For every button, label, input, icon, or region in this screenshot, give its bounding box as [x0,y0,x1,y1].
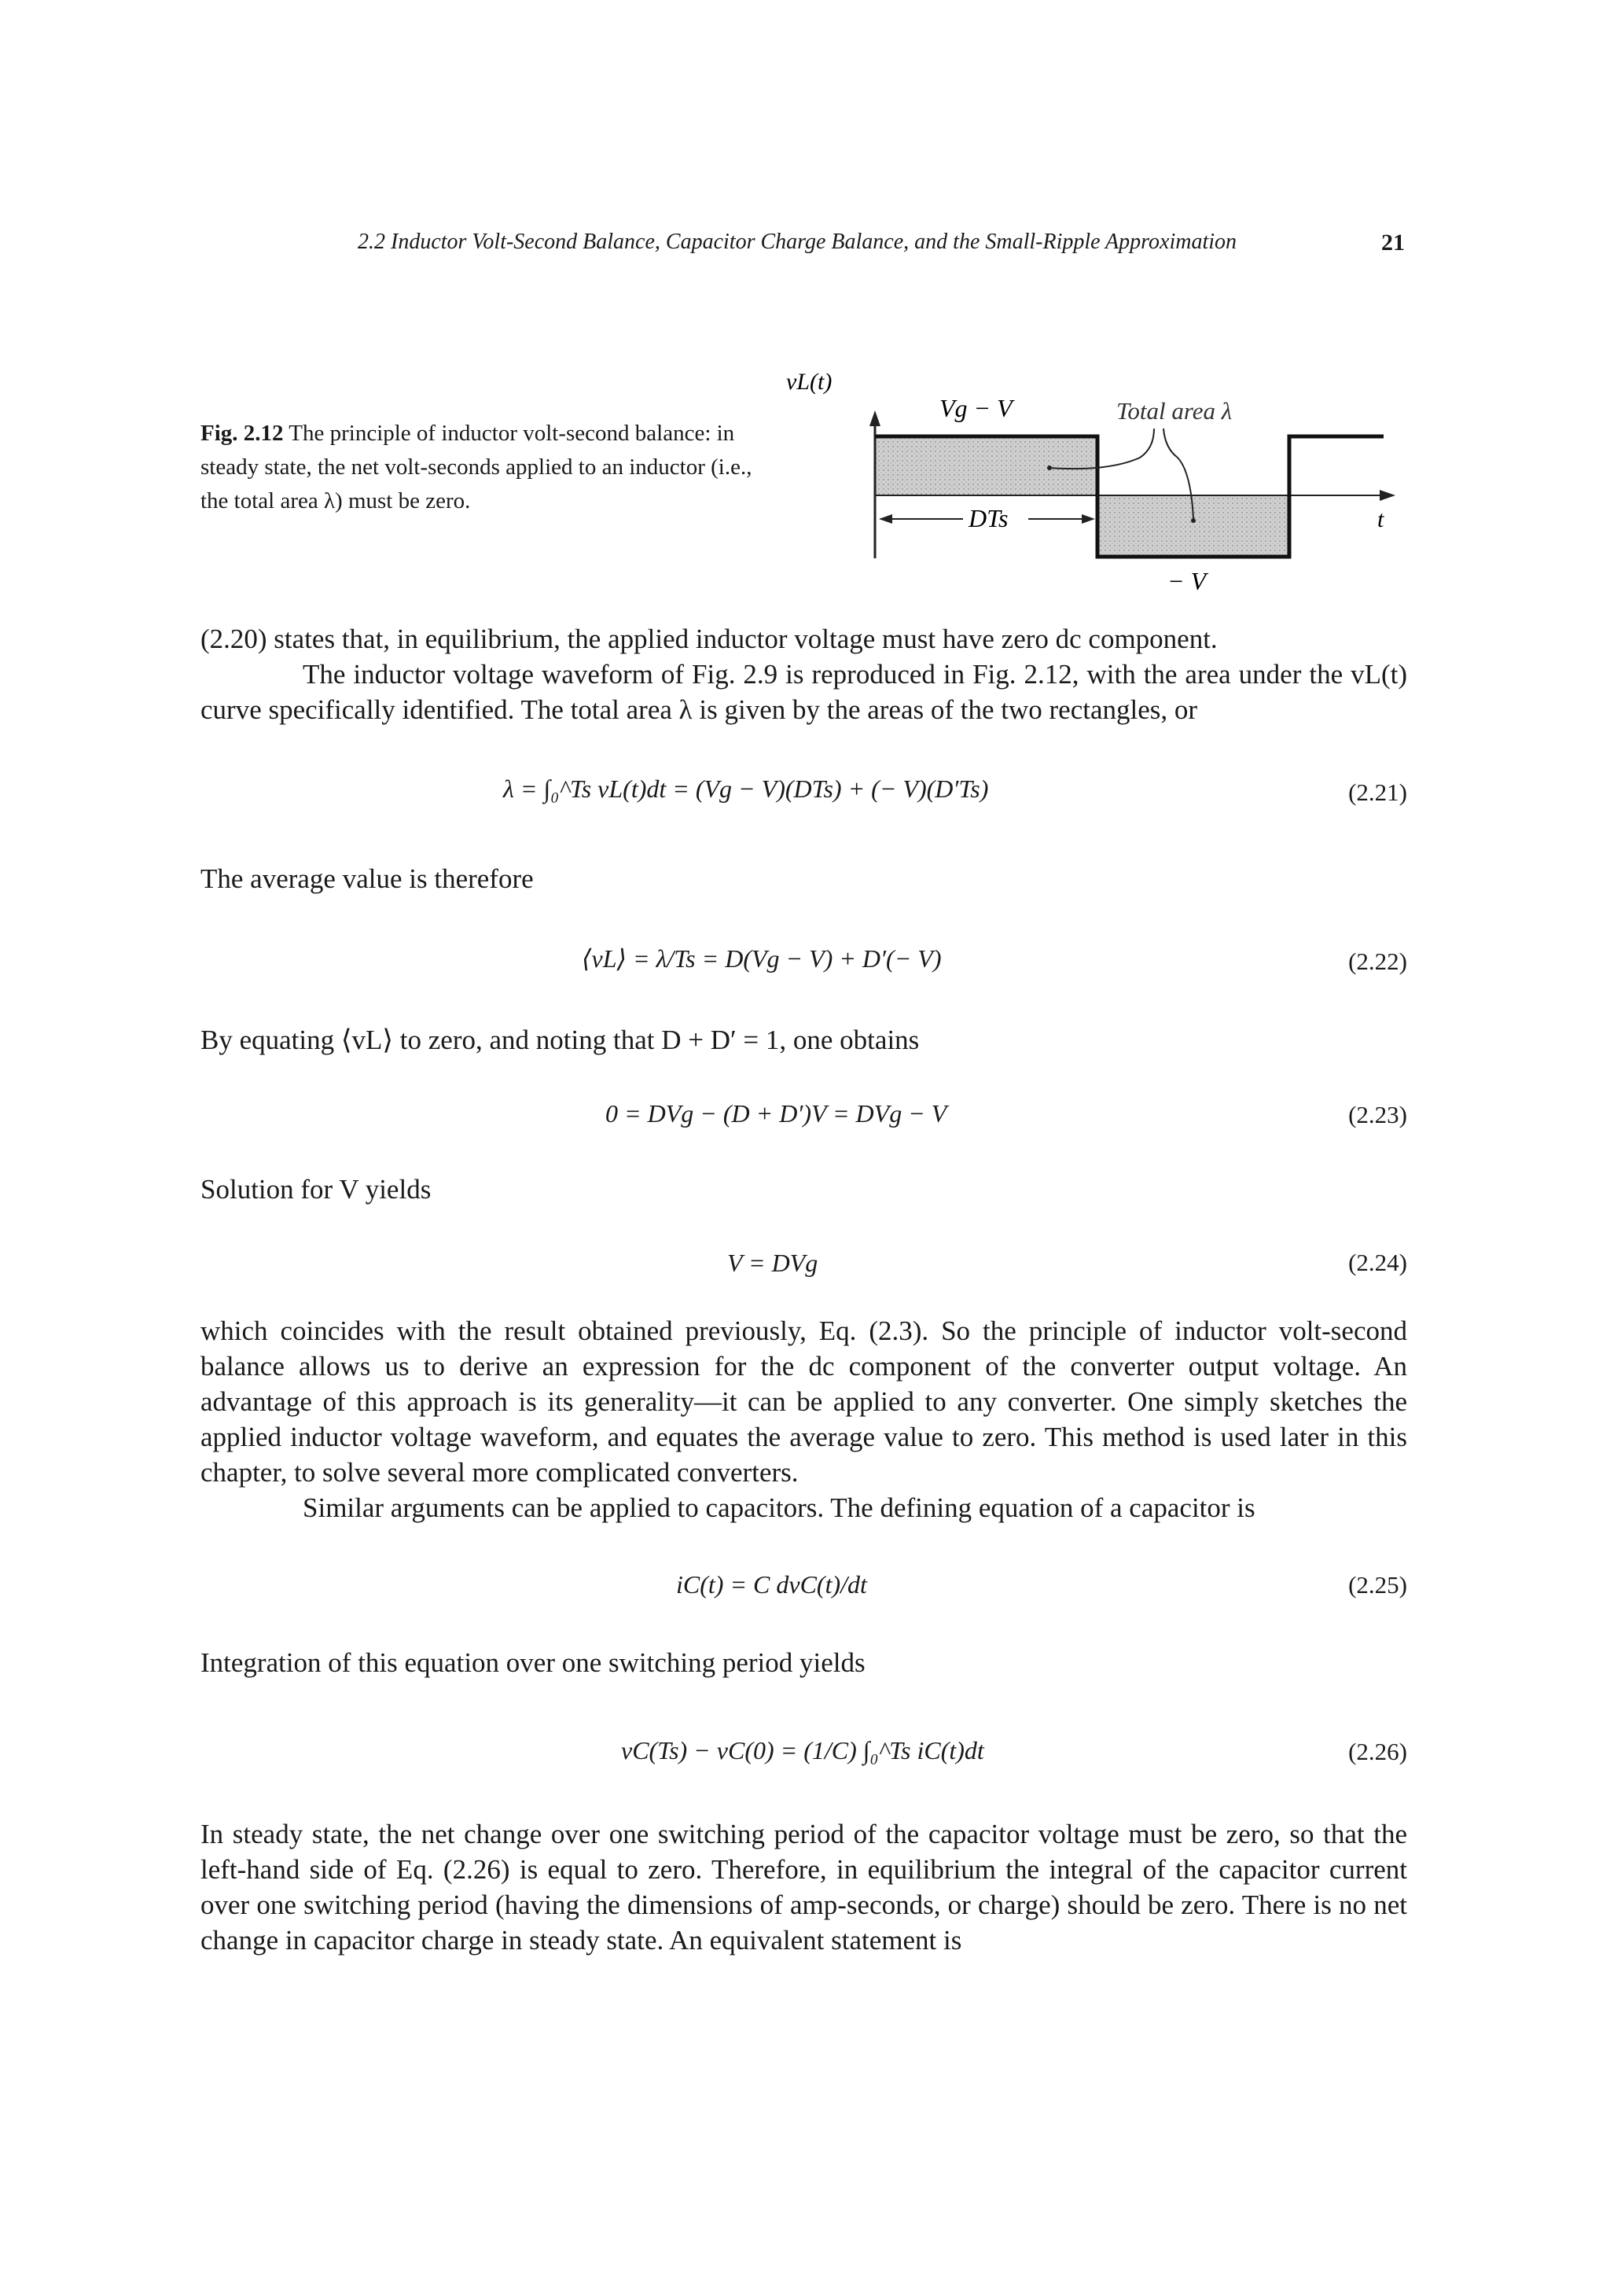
paragraph-1: (2.20) states that, in equilibrium, the applied inductor voltage must have zero dc component. [200,624,1218,654]
inductor-voltage-waveform [778,370,1407,605]
equation-2-22: ⟨vL⟩ = λ/Ts = D(Vg − V) + D′(− V) [582,944,942,973]
equation-number-2-26: (2.26) [1348,1738,1407,1765]
dts-label: DTs [969,504,1009,532]
equation-2-23: 0 = DVg − (D + D′)V = DVg − V [605,1099,947,1128]
paragraph-3: The average value is therefore [200,863,534,894]
area-leader-dot-upper [1047,465,1052,470]
positive-area [875,436,1097,495]
equation-number-2-25: (2.25) [1348,1571,1407,1599]
equation-2-25: iC(t) = C dvC(t)/dt [676,1570,867,1599]
equation-number-2-24: (2.24) [1348,1249,1407,1276]
running-header [358,230,1405,255]
running-title: 2.2 Inductor Volt-Second Balance, Capacitor Charge Balance, and the Small-Ripple Approximation [358,230,1237,254]
y-axis-arrow [869,410,880,426]
figure-caption-label: Fig. 2.12 [200,421,284,446]
paragraph-5: Solution for V yields [200,1174,432,1205]
equation-2-21: λ = ∫₀^Ts vL(t)dt = (Vg − V)(DTs) + (− V)(D′Ts) [503,775,989,803]
paragraph-8: Integration of this equation over one switching period yields [200,1647,866,1678]
paragraph-2: The inductor voltage waveform of Fig. 2.9 is reproduced in Fig. 2.12, with the area under the vL(t) curve specifically identified. The total area λ is given by the areas of the two rectangles, or [200,659,1407,725]
negative-area [1097,495,1289,557]
paragraph-4: By equating ⟨vL⟩ to zero, and noting that D + D′ = 1, one obtains [200,1025,920,1055]
area-leader-dot-lower [1191,518,1196,523]
lower-level-label: − V [1167,567,1207,595]
y-axis-label: vL(t) [786,370,833,395]
equation-2-24: V = DVg [727,1249,818,1277]
equation-number-2-21: (2.21) [1348,778,1407,806]
total-area-label: Total area λ [1116,397,1233,425]
dts-arrowhead-left [879,514,892,524]
equation-number-2-22: (2.22) [1348,947,1407,975]
figure-caption-text: The principle of inductor volt-second balance: in steady state, the net volt-seconds applied to an inductor (i.e., the total area λ) must be zero. [200,421,752,513]
figure-caption [200,417,759,518]
dts-arrowhead-right [1082,514,1095,524]
equation-number-2-23: (2.23) [1348,1101,1407,1128]
page-number: 21 [1381,230,1405,256]
t-label: t [1377,506,1384,532]
paragraph-9: In steady state, the net change over one switching period of the capacitor voltage must be zero, so that the left-hand side of Eq. (2.26) is equal to zero. Therefore, in equilibrium the integral of the capacitor current over one switching period (having the dimensions of amp-seconds, or charge) should be zero. There is no net change in capacitor charge in steady state. An equivalent statement is [200,1819,1407,1956]
paragraph-7: Similar arguments can be applied to capacitors. The defining equation of a capacitor is [303,1492,1255,1523]
t-axis-arrow [1380,490,1395,501]
paragraph-6: which coincides with the result obtained previously, Eq. (2.3). So the principle of inductor volt-second balance allows us to derive an expression for the dc component of the converter output voltage. An advantage of this approach is its generality—it can be applied to any converter. One simply sketches the applied inductor voltage waveform, and equates the average value to zero. This method is used later in this chapter, to solve several more complicated converters. [200,1315,1407,1488]
equation-2-26: vC(Ts) − vC(0) = (1/C) ∫₀^Ts iC(t)dt [621,1736,984,1764]
upper-level-label: Vg − V [939,394,1013,422]
